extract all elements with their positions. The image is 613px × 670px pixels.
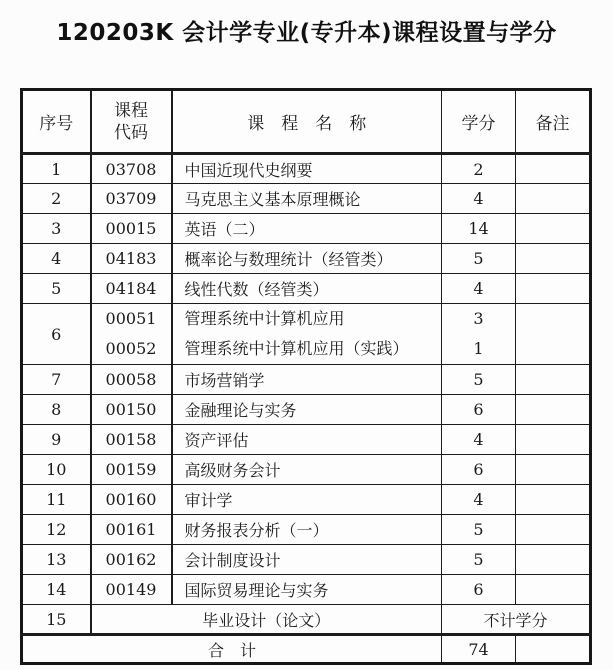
table-row <box>22 244 591 274</box>
cell-course-name: 财务报表分析（一） <box>172 515 442 545</box>
cell-course-code: 00158 <box>91 425 172 455</box>
table-row <box>22 485 591 515</box>
cell-seq: 14 <box>22 575 91 605</box>
cell-remark <box>516 425 591 455</box>
cell-credits: 4 <box>442 184 516 214</box>
cell-course-code-pair <box>91 304 172 365</box>
cell-seq: 2 <box>22 184 91 214</box>
cell-course-name: 管理系统中计算机应用 <box>184 309 345 328</box>
table-header-row <box>22 90 591 154</box>
cell-course-name: 英语（二） <box>172 214 442 244</box>
cell-remark <box>516 184 591 214</box>
cell-remark <box>516 575 591 605</box>
cell-remark <box>516 154 591 184</box>
cell-remark <box>516 545 591 575</box>
cell-credits: 5 <box>442 515 516 545</box>
course-credits-table <box>20 88 592 665</box>
table-row <box>22 425 591 455</box>
cell-course-code: 04184 <box>91 274 172 304</box>
cell-course-code: 00052 <box>105 339 157 358</box>
cell-credits: 4 <box>442 485 516 515</box>
cell-credits: 4 <box>442 274 516 304</box>
header-course-code-line2: 代码 <box>114 122 148 143</box>
table-row-graduation <box>22 605 591 635</box>
cell-credits: 1 <box>473 339 484 358</box>
cell-seq: 12 <box>22 515 91 545</box>
cell-course-code: 00058 <box>91 365 172 395</box>
cell-course-name: 国际贸易理论与实务 <box>172 575 442 605</box>
cell-course-name-pair <box>172 304 442 365</box>
cell-remark <box>516 214 591 244</box>
cell-remark <box>516 365 591 395</box>
cell-remark <box>516 485 591 515</box>
cell-remark <box>516 244 591 274</box>
cell-credits: 5 <box>442 365 516 395</box>
cell-seq: 7 <box>22 365 91 395</box>
cell-credits: 6 <box>442 455 516 485</box>
table-row <box>22 274 591 304</box>
cell-seq: 1 <box>22 154 91 184</box>
cell-course-name: 会计制度设计 <box>172 545 442 575</box>
cell-course-code: 00015 <box>91 214 172 244</box>
cell-course-code: 00159 <box>91 455 172 485</box>
table-row <box>22 365 591 395</box>
cell-remark <box>516 395 591 425</box>
table-row <box>22 455 591 485</box>
cell-credits: 14 <box>442 214 516 244</box>
cell-seq: 6 <box>22 304 91 365</box>
cell-course-name: 概率论与数理统计（经管类） <box>172 244 442 274</box>
cell-course-name: 管理系统中计算机应用（实践） <box>184 339 409 358</box>
header-course-name: 课 程 名 称 <box>172 90 442 154</box>
cell-total-credits: 74 <box>442 635 516 664</box>
table-row <box>22 214 591 244</box>
cell-course-code: 03708 <box>91 154 172 184</box>
cell-course-name: 资产评估 <box>172 425 442 455</box>
cell-remark <box>516 635 591 664</box>
table-row <box>22 154 591 184</box>
cell-course-code: 00161 <box>91 515 172 545</box>
cell-seq: 13 <box>22 545 91 575</box>
cell-graduation-project: 毕业设计（论文） <box>91 605 442 635</box>
cell-seq: 4 <box>22 244 91 274</box>
cell-total-label: 合 计 <box>22 635 442 664</box>
cell-course-name: 市场营销学 <box>172 365 442 395</box>
cell-seq: 5 <box>22 274 91 304</box>
table-row <box>22 545 591 575</box>
table-row <box>22 395 591 425</box>
cell-credits: 5 <box>442 244 516 274</box>
cell-course-name: 高级财务会计 <box>172 455 442 485</box>
cell-credits: 3 <box>473 309 484 328</box>
cell-credits: 5 <box>442 545 516 575</box>
cell-course-code: 00162 <box>91 545 172 575</box>
cell-credits: 6 <box>442 575 516 605</box>
cell-course-code: 00149 <box>91 575 172 605</box>
cell-course-code: 03709 <box>91 184 172 214</box>
cell-course-code: 00150 <box>91 395 172 425</box>
header-seq: 序号 <box>22 90 91 154</box>
cell-course-name: 审计学 <box>172 485 442 515</box>
cell-credits-pair <box>442 304 516 365</box>
cell-seq: 9 <box>22 425 91 455</box>
cell-course-code: 04183 <box>91 244 172 274</box>
cell-seq: 15 <box>22 605 91 635</box>
table-row <box>22 515 591 545</box>
header-course-code <box>91 90 172 154</box>
header-credits: 学分 <box>442 90 516 154</box>
cell-credits: 2 <box>442 154 516 184</box>
cell-no-credits-note: 不计学分 <box>442 605 591 635</box>
cell-remark <box>516 304 591 365</box>
table-row <box>22 575 591 605</box>
page-title: 120203K 会计学专业(专升本)课程设置与学分 <box>56 20 557 46</box>
cell-credits: 6 <box>442 395 516 425</box>
cell-course-code: 00160 <box>91 485 172 515</box>
cell-course-name: 马克思主义基本原理概论 <box>172 184 442 214</box>
cell-seq: 10 <box>22 455 91 485</box>
cell-remark <box>516 274 591 304</box>
cell-course-name: 金融理论与实务 <box>172 395 442 425</box>
table-row <box>22 184 591 214</box>
cell-remark <box>516 515 591 545</box>
table-row-double <box>22 304 591 365</box>
cell-seq: 3 <box>22 214 91 244</box>
cell-course-code: 00051 <box>105 309 157 328</box>
cell-seq: 8 <box>22 395 91 425</box>
cell-credits: 4 <box>442 425 516 455</box>
table-row-total <box>22 635 591 664</box>
header-remark: 备注 <box>516 90 591 154</box>
cell-course-name: 线性代数（经管类） <box>172 274 442 304</box>
header-course-code-line1: 课程 <box>114 100 148 121</box>
cell-seq: 11 <box>22 485 91 515</box>
cell-course-name: 中国近现代史纲要 <box>172 154 442 184</box>
cell-remark <box>516 455 591 485</box>
